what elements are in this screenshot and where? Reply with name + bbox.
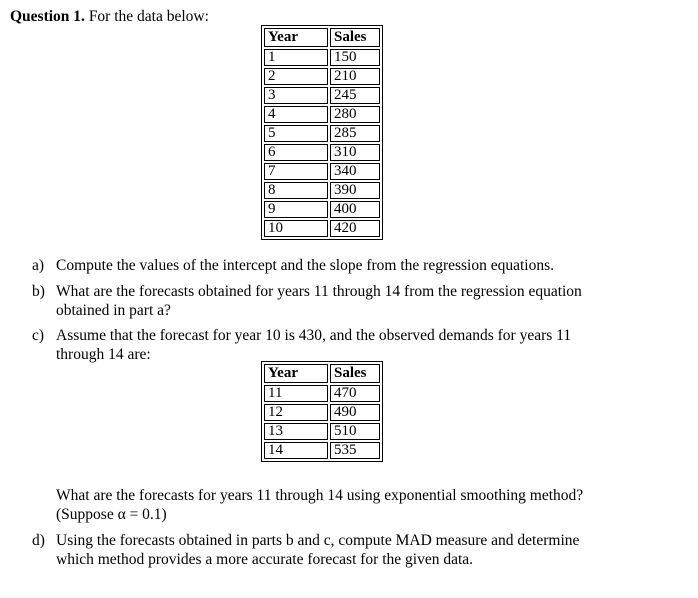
sales-table-years-1-10 (261, 25, 383, 240)
sales-cell: 210 (330, 68, 380, 85)
table-row (264, 404, 380, 421)
observed-demand-table-years-11-14 (261, 361, 383, 462)
table-row (264, 423, 380, 440)
part-c-followup-line: What are the forecasts for years 11 through 14 using exponential smoothing method? (56, 487, 584, 504)
part-d-line: which method provides a more accurate forecast for the given data. (56, 551, 474, 568)
part-b (32, 282, 652, 322)
part-a-line: Compute the values of the intercept and the slope from the regression equations. (56, 257, 555, 274)
sales-cell: 280 (330, 106, 380, 123)
year-cell: 11 (264, 385, 328, 402)
sales-cell: 420 (330, 220, 380, 237)
part-d-line: Using the forecasts obtained in parts b and c, compute MAD measure and determine (56, 532, 580, 549)
table-row (264, 442, 380, 459)
year-cell: 1 (264, 49, 328, 66)
table-header-row (264, 28, 380, 47)
year-cell: 5 (264, 125, 328, 142)
part-b-line: What are the forecasts obtained for years 11 through 14 from the regression equation (56, 283, 582, 300)
year-cell: 10 (264, 220, 328, 237)
part-c-text (56, 326, 646, 364)
year-cell: 3 (264, 87, 328, 104)
table-row (264, 163, 380, 180)
part-d-text (56, 531, 646, 569)
part-c-line: through 14 are: (56, 346, 151, 363)
part-d-label: d) (32, 532, 45, 549)
year-cell: 14 (264, 442, 328, 459)
sales-header: Sales (330, 28, 380, 47)
part-c-label: c) (32, 327, 45, 344)
question-number: Question 1. (10, 8, 85, 25)
part-c-followup-line: (Suppose α = 0.1) (56, 506, 167, 523)
year-cell: 4 (264, 106, 328, 123)
question-intro: For the data below: (84, 8, 209, 25)
sales-cell: 470 (330, 385, 380, 402)
table-row (264, 106, 380, 123)
sales-cell: 510 (330, 423, 380, 440)
table-row (264, 87, 380, 104)
year-cell: 2 (264, 68, 328, 85)
year-cell: 12 (264, 404, 328, 421)
table-row (264, 125, 380, 142)
sales-header: Sales (330, 364, 380, 383)
table-row (264, 182, 380, 199)
part-c-line: Assume that the forecast for year 10 is 430, and the observed demands for years 11 (56, 327, 572, 344)
table-row (264, 201, 380, 218)
table-header-row (264, 364, 380, 383)
part-b-label: b) (32, 283, 45, 300)
year-header: Year (264, 28, 328, 47)
table-row (264, 68, 380, 85)
part-c (32, 326, 652, 366)
sales-cell: 285 (330, 125, 380, 142)
part-b-text (56, 282, 646, 320)
sales-cell: 400 (330, 201, 380, 218)
sales-cell: 340 (330, 163, 380, 180)
year-cell: 7 (264, 163, 328, 180)
year-cell: 6 (264, 144, 328, 161)
table-row (264, 49, 380, 66)
part-a-label: a) (32, 257, 45, 274)
year-cell: 13 (264, 423, 328, 440)
table-row (264, 385, 380, 402)
question-heading (10, 8, 209, 26)
sales-cell: 535 (330, 442, 380, 459)
sales-cell: 150 (330, 49, 380, 66)
table-row (264, 220, 380, 237)
sales-cell: 245 (330, 87, 380, 104)
table-row (264, 144, 380, 161)
sales-cell: 490 (330, 404, 380, 421)
part-d (32, 531, 652, 571)
part-a (32, 256, 652, 276)
part-b-line: obtained in part a? (56, 302, 171, 319)
sales-cell: 310 (330, 144, 380, 161)
year-cell: 8 (264, 182, 328, 199)
year-header: Year (264, 364, 328, 383)
part-c-followup (56, 486, 583, 524)
sales-cell: 390 (330, 182, 380, 199)
year-cell: 9 (264, 201, 328, 218)
part-a-text (56, 256, 646, 275)
